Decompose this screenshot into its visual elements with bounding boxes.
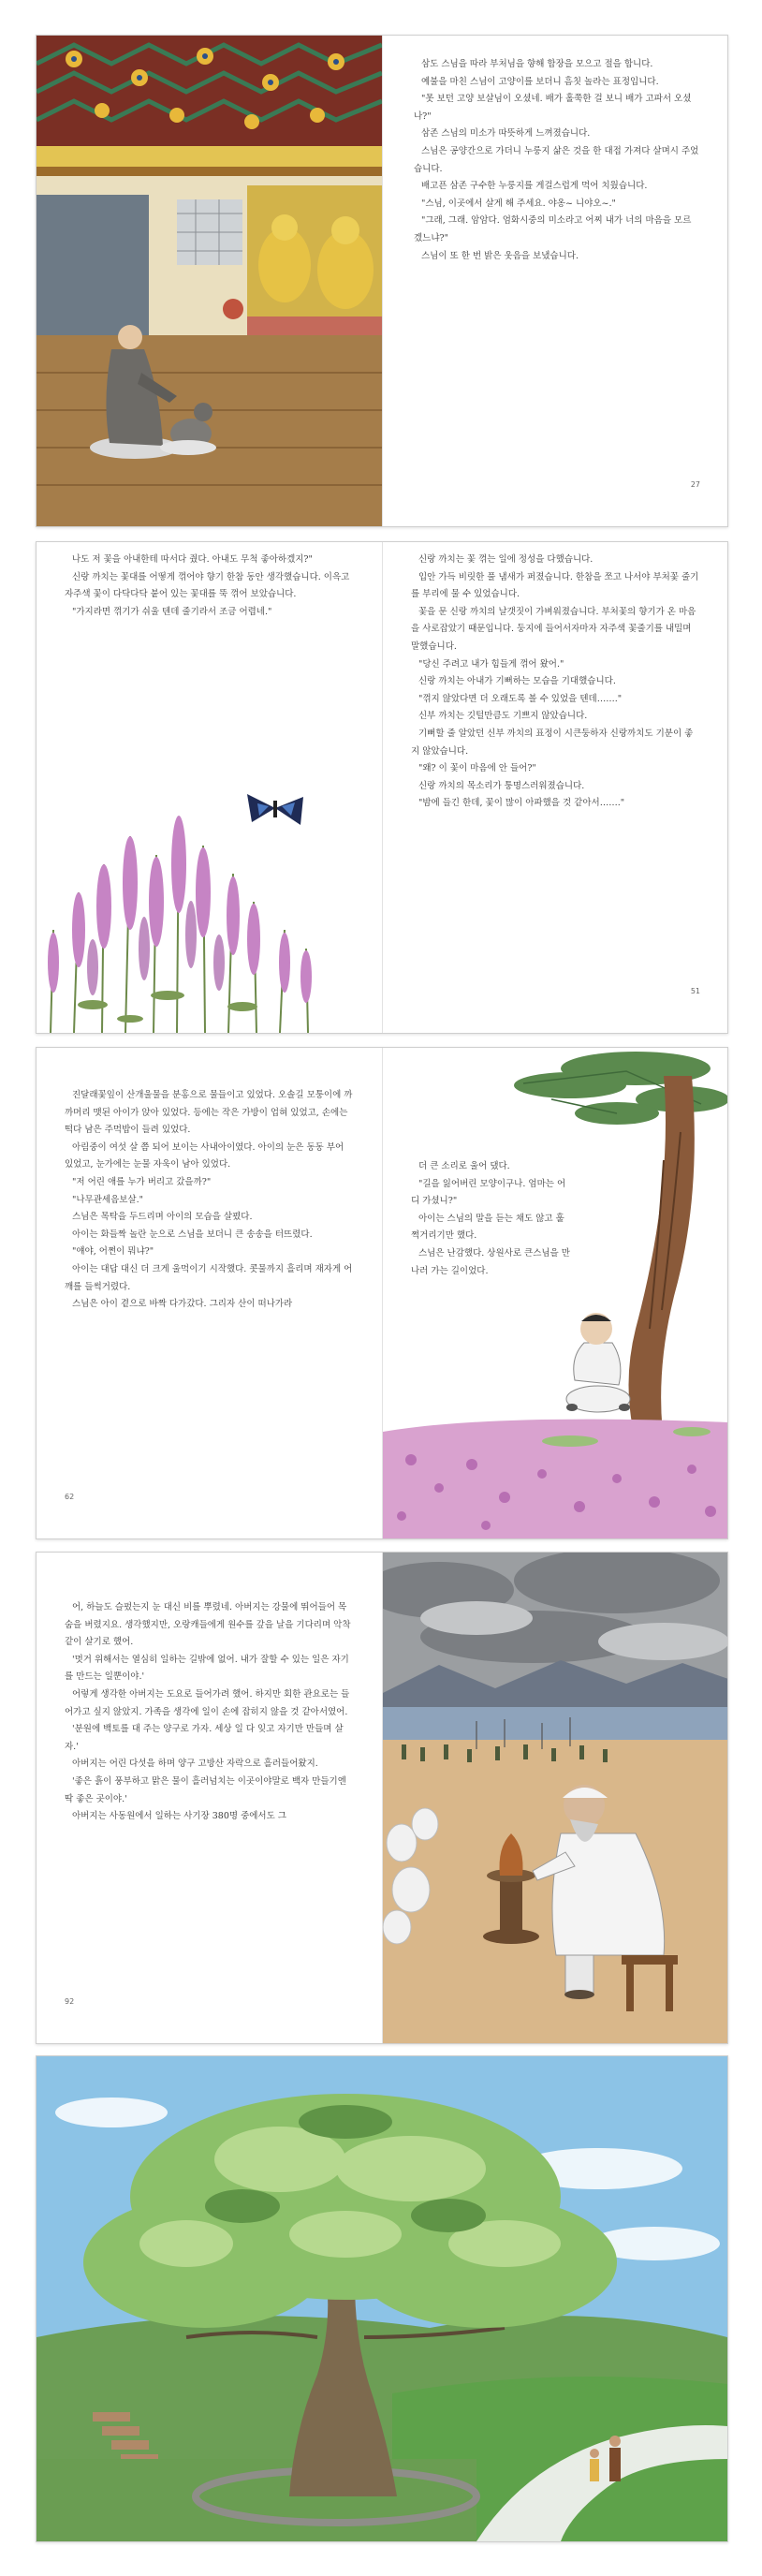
paragraph: 나도 저 꽃을 아내한테 따서다 줬다. 아내도 무척 좋아하겠지?" <box>72 554 313 565</box>
illustration-text-page <box>382 1048 728 1538</box>
text-page-51 <box>382 542 728 1033</box>
paragraph: "당신 주려고 내가 힘들게 꺾어 왔어." <box>418 658 564 670</box>
paragraph: 신랑 까치의 목소리가 퉁명스러워졌습니다. <box>418 780 585 791</box>
page-27-text <box>414 56 699 265</box>
text-page-62 <box>37 1048 382 1538</box>
paragraph: 스님이 또 한 번 밝은 웃음을 보냈습니다. <box>421 250 579 261</box>
paragraph: 배고픈 삼존 구수한 누룽지를 게걸스럽게 먹어 치웠습니다. <box>421 181 648 192</box>
paragraph: 신랑 까치는 아내가 기뻐하는 모습을 기대했습니다. <box>418 676 616 687</box>
paragraph: 신랑 까치는 꽃대를 어떻게 꺾어야 향기 한참 동안 생각했습니다. 이윽고 자주색 꽃이 다닥다닥 붙어 있는 꽃대를 뚝 꺾어 보았습니다. <box>65 571 350 600</box>
page-number: 51 <box>690 987 700 995</box>
book-spread-2 <box>36 541 728 1034</box>
paragraph: "얘야, 어쩐이 뭐냐?" <box>72 1246 154 1258</box>
paragraph: "스님, 이곳에서 살게 해 주세요. 야옹~ 니야오~." <box>421 198 616 209</box>
paragraph: "나무관세음보살." <box>72 1194 143 1205</box>
page-text <box>65 552 353 621</box>
child-under-tree-illustration <box>383 1048 728 1538</box>
book-spread-1 <box>36 35 728 527</box>
paragraph: "밤에 들긴 한데, 꽃이 많이 아파했을 것 같아서……." <box>418 798 625 809</box>
paragraph: 삼존 스님의 미소가 따뜻하게 느껴졌습니다. <box>421 128 591 140</box>
book-spread-4 <box>36 1552 728 2044</box>
right-page-text <box>411 1158 570 1280</box>
potter-riverside-illustration <box>383 1553 728 2043</box>
paragraph: 아이는 화들짝 놀란 눈으로 스님을 보더니 큰 송송을 터뜨렸다. <box>72 1229 313 1240</box>
paragraph: "그래, 그래. 암암다. 엄화시중의 미소라고 어찌 내가 너의 마음을 모르겠느냐?" <box>414 215 692 243</box>
paragraph: '좋은 흙이 풍부하고 맑은 물이 흘러넘치는 이곳이야말로 백자 만들기엔 딱 좋은 곳이야.' <box>65 1775 346 1804</box>
great-tree-landscape-illustration <box>37 2056 727 2541</box>
paragraph: 아이는 스님의 말을 듣는 채도 않고 훌쩍거리기만 했다. <box>411 1213 564 1242</box>
book-spread-5 <box>36 2055 728 2542</box>
paragraph: 스님은 공양간으로 가더니 누룽지 삶은 것을 한 대접 가져다 살며시 주었습니다. <box>414 145 699 174</box>
illustration-page-potter <box>382 1553 728 2043</box>
paragraph: 삼도 스님을 따라 부처님을 향해 합장을 모으고 절을 합니다. <box>421 59 653 69</box>
paragraph: 아이는 대답 대신 더 크게 울먹이기 시작했다. 콧물까지 흘리며 재자게 어깨를 들썩거렸다. <box>65 1263 353 1292</box>
paragraph: "가지라면 꺾기가 쉬울 텐데 줄기라서 조금 어렵네." <box>72 606 272 617</box>
book-spread-3 <box>36 1047 728 1539</box>
paragraph: "못 보던 고양 보살님이 오셨네. 배가 홀쭉한 걸 보니 배가 고파서 오셨나?" <box>414 94 692 122</box>
paragraph: "왜? 이 꽃이 마음에 안 들어?" <box>418 763 536 774</box>
illustration-page-temple <box>37 36 382 526</box>
paragraph: 아버지는 사동원에서 일하는 사기장 380명 중에서도 그 <box>72 1811 286 1822</box>
paragraph: 더 큰 소리로 울어 댔다. <box>418 1161 510 1171</box>
butterfly-icon <box>247 794 303 825</box>
paragraph: "꺾지 않았다면 더 오래도록 볼 수 있었을 텐데……." <box>418 693 623 704</box>
paragraph: 신부 까치는 깃털만큼도 기쁘지 않았습니다. <box>418 711 588 722</box>
paragraph: 기뻐할 줄 알았던 신부 까치의 표정이 시큰둥하자 신랑까치도 기분이 좋지 않았습니다. <box>411 728 694 757</box>
paragraph: "저 어린 애를 누가 버리고 갔을까?" <box>72 1176 212 1187</box>
text-page-left-2 <box>37 542 382 1033</box>
paragraph: 어, 하늘도 슬펐는지 눈 대신 비를 뿌렸네. 아버지는 강물에 뛰어들어 목숨을 버렸지요. 생각했지만, 오랑캐들에게 원수를 갚을 날을 기다리며 악착같이 살기로 했어. <box>65 1602 351 1648</box>
paragraph: 입안 가득 비릿한 풀 냄새가 퍼졌습니다. 한참을 쪼고 나서야 부처꽃 줄기를 부리에 물 수 있었습니다. <box>411 571 699 600</box>
paragraph: "길을 잃어버린 모양이구나. 엄마는 어디 가셨니?" <box>411 1178 566 1207</box>
text-page-27 <box>382 36 728 526</box>
paragraph: 꽃을 문 신랑 까치의 날갯짓이 가벼워졌습니다. 부처꽃의 향기가 온 마음을 사로잡았기 때문입니다. 둥지에 들어서자마자 자주색 꽃줄기를 내밀며 말했습니다. <box>411 606 696 652</box>
page-92-text <box>65 1599 355 1826</box>
paragraph: 스님은 아이 곁으로 바짝 다가갔다. 그리자 산이 떠나가라 <box>72 1299 293 1310</box>
page-62-text <box>65 1087 355 1314</box>
text-page-92 <box>37 1553 382 2043</box>
paragraph: 아버지는 어린 다섯을 하며 양구 고방산 자락으로 흘러들어왔지. <box>72 1759 318 1770</box>
illustration-page-tree <box>37 2056 727 2541</box>
flower-butterfly-illustration <box>37 752 382 1033</box>
temple-interior-illustration <box>37 36 382 526</box>
paragraph: 신랑 까치는 꽃 꺾는 일에 정성을 다했습니다. <box>418 554 593 565</box>
page-51-text <box>411 552 701 813</box>
paragraph: 스님은 난감했다. 상원사로 큰스님을 만나러 가는 길이었다. <box>411 1247 570 1276</box>
paragraph: '멋거 위해서는 열심히 일하는 길밖에 없어. 내가 잘할 수 있는 일은 자기를 만드는 일뿐이야.' <box>65 1654 349 1683</box>
paragraph: 어렇게 생각한 아버지는 도요로 들어가려 했어. 하지만 회한 관요로는 들어가고 싶지 않았지. 가족을 생각에 일이 손에 잡히지 않을 것 같아서였어. <box>65 1688 350 1717</box>
paragraph: 예불을 마친 스님이 고양이를 보더니 흠칫 놀라는 표정입니다. <box>421 76 659 87</box>
page-number: 62 <box>65 1493 75 1501</box>
paragraph: 아림중이 여섯 살 쯤 되어 보이는 사내아이였다. 아이의 눈은 동동 부어 있었고, 눈가에는 눈물 자욱이 남아 있었다. <box>65 1141 344 1170</box>
page-number: 92 <box>65 1997 75 2006</box>
page-number: 27 <box>690 480 700 489</box>
paragraph: 스님은 목탁을 두드리며 아이의 모습을 살폈다. <box>72 1212 253 1223</box>
paragraph: 진달래꽃잎이 산개울물을 분홍으로 물들이고 있었다. 오솔길 모퉁이에 까까머리 맷된 아이가 앉아 있었다. 등에는 작은 가방이 업혀 있었고, 손에는 떡다 남은 주먹밥이 들려 있었다. <box>65 1090 353 1136</box>
paragraph: '분원에 백토를 대 주는 양구로 가자. 세상 일 다 잊고 자기만 만들며 살자.' <box>65 1724 344 1752</box>
